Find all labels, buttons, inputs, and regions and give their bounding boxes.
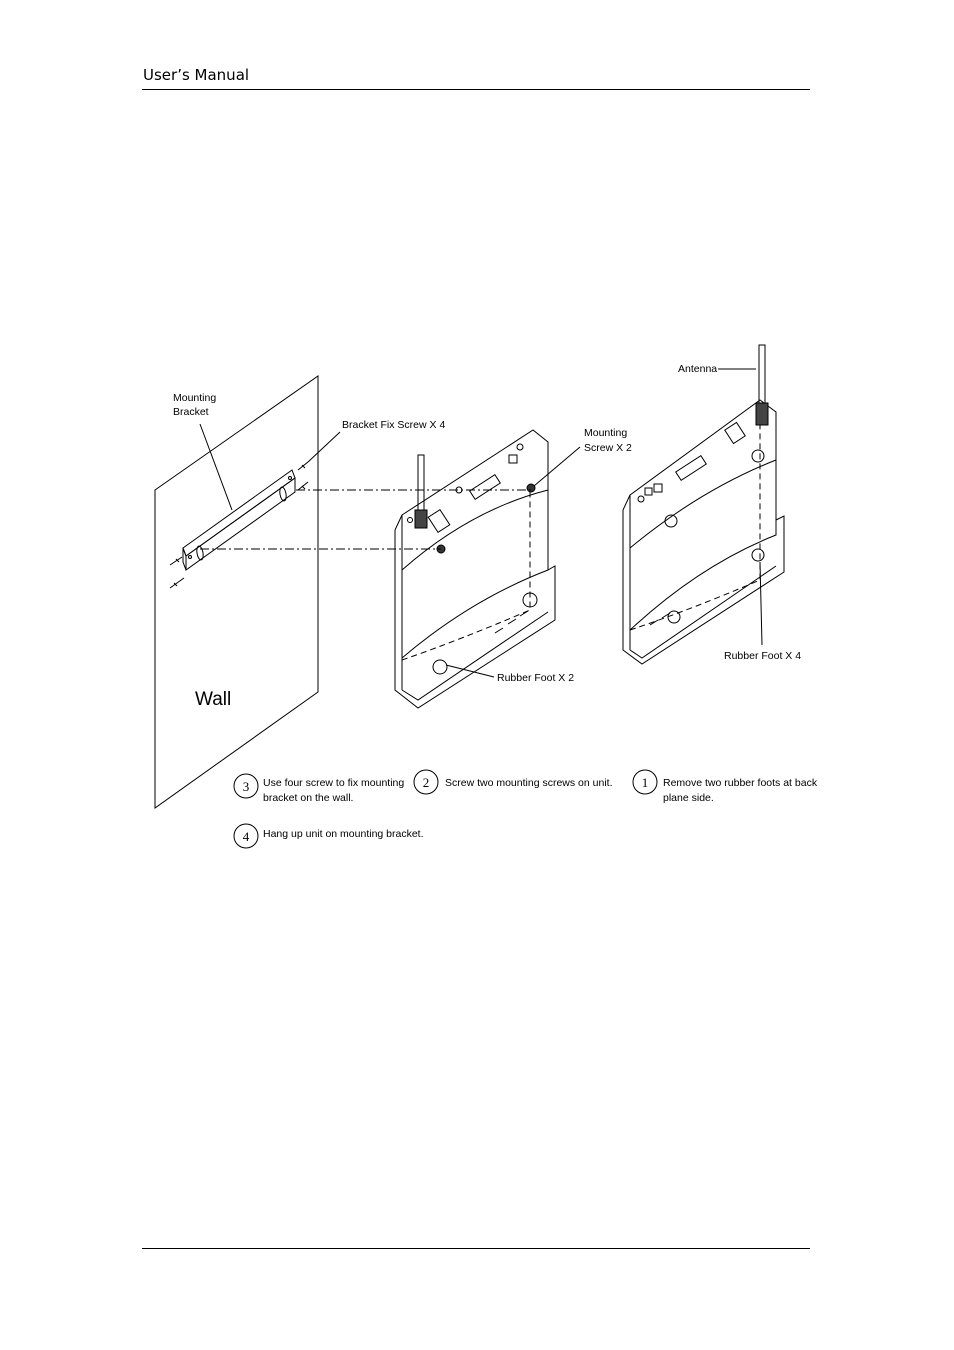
mounting-bracket-label-1: Mounting bbox=[173, 392, 217, 404]
step-1-text-2: plane side. bbox=[663, 792, 714, 804]
mounting-screw-label-1: Mounting bbox=[584, 427, 628, 439]
antenna-label: Antenna bbox=[678, 363, 718, 375]
bracket-fix-screw-label: Bracket Fix Screw X 4 bbox=[342, 419, 446, 431]
wall-label: Wall bbox=[195, 689, 232, 710]
alignment-lines bbox=[200, 490, 531, 549]
router-unit-middle bbox=[395, 430, 555, 708]
step-3-number: 3 bbox=[242, 779, 250, 794]
step-4-number: 4 bbox=[242, 829, 250, 844]
rubber-foot-4-label: Rubber Foot X 4 bbox=[724, 650, 802, 662]
step-1-text-1: Remove two rubber foots at back bbox=[663, 777, 818, 789]
step-3-text-2: bracket on the wall. bbox=[263, 792, 354, 804]
rubber-foot-2-label: Rubber Foot X 2 bbox=[497, 672, 575, 684]
step-4-text-1: Hang up unit on mounting bracket. bbox=[263, 828, 424, 840]
mounting-bracket-label-2: Bracket bbox=[173, 406, 209, 418]
step-1-number: 1 bbox=[641, 775, 649, 790]
router-unit-right bbox=[623, 345, 784, 664]
wall-panel bbox=[155, 376, 318, 808]
mounting-bracket bbox=[183, 470, 295, 570]
page-header-title: User’s Manual bbox=[143, 66, 250, 84]
step-3-text-1: Use four screw to fix mounting bbox=[263, 777, 405, 789]
step-2-text-1: Screw two mounting screws on unit. bbox=[445, 777, 613, 789]
step-2-number: 2 bbox=[422, 775, 430, 790]
mounting-screw-label-2: Screw X 2 bbox=[584, 442, 632, 454]
bracket-fix-screws bbox=[170, 462, 308, 588]
